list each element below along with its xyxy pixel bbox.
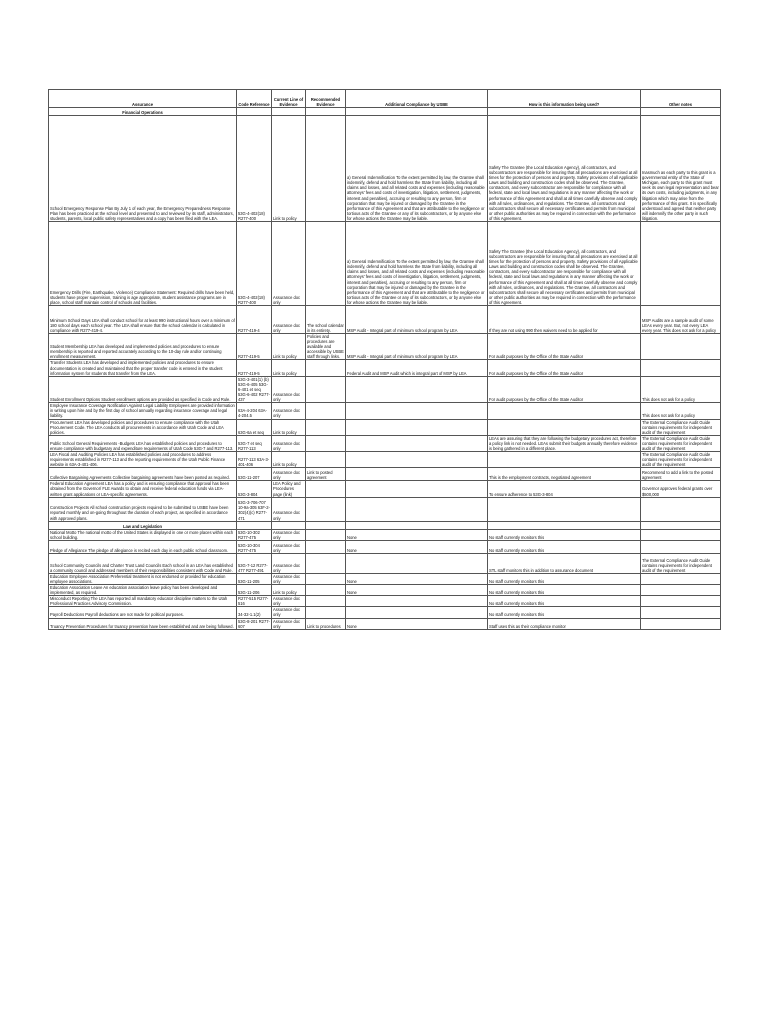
current-evidence-cell: LEA Policy and Procedures page (link) — [272, 481, 306, 497]
assurance-cell: Collective Bargaining Agreements Collective bargaining agreements have been posted as required. — [49, 468, 237, 481]
empty-cell — [272, 108, 306, 116]
recommended-evidence-cell — [306, 403, 346, 419]
information-use-cell — [488, 419, 641, 435]
assurance-cell: Misconduct Reporting The LEA has reported all mandatory educator discipline matters to the Utah Professional Practices Advisory Commission. — [49, 596, 237, 607]
code-reference-cell: 53G-10-304 R277-475 — [237, 540, 272, 553]
recommended-evidence-cell — [306, 360, 346, 376]
assurance-cell: LEA Fiscal and Auditing Policies LEA has established policies and procedures to address requirements established in R277-113 and the reporting requirements of the Utah Public Finance website in 63A-3-401-406. — [49, 452, 237, 468]
current-evidence-cell: Assurance doc only — [272, 403, 306, 419]
table-row — [49, 360, 721, 376]
information-use-cell: Safety The Grantee (the Local Education Agency), all contractors, and subcontractors are responsible for insuring that all precautions are exercised at all times for the protection of persons and property. Safety provisions of all Applicable Laws and building and construction codes shall be observed. The Grantee, contractors, and every subcontractor are responsible for compliance with all federal, state and local laws and regulations in any manner affecting the work or performance of this Agreement and shall at all times carefully observe and comply with all rules, ordinances, and regulations. The Grantee, all contractors and subcontractors shall secure all necessary certificates and permits from municipal or other public authorities as may be required in connection with the performance of this Agreement. — [488, 222, 641, 306]
header-row — [49, 90, 721, 108]
assurance-table — [48, 89, 721, 630]
additional-compliance-cell: MSP Audit - Integral part of minimum school program by LEA — [346, 334, 488, 360]
table-row — [49, 618, 721, 629]
code-reference-cell: R277-113 63A-3-401-406 — [237, 452, 272, 468]
other-notes-cell: This does not ask for a policy — [641, 403, 721, 419]
assurance-cell: Federal Education Agreement LEA has a policy and is ensuring compliance that approval has been obtained from the Governor/ FLE Awards to obtain and receive federal education funds via LEA-written grant applications or LEA-specific agreements. — [49, 481, 237, 497]
additional-compliance-cell: a) General Indemnification To the extent permitted by law, the Grantee shall indemnify, defend and hold harmless the State from liability, including all claims and losses, and all related costs and expenses (including reasonable attorneys' fees and costs of investigation, litigation, settlement, judgments, interest and penalties), accruing or resulting to any person, firm or corporation that may be injured or damaged by the Grantee in the performance of this Agreement and that are attributable to the negligence or tortious acts of the Grantee or any of its subcontractors, or by anyone else for whose actions the Grantee may be liable. — [346, 222, 488, 306]
current-evidence-cell: Assurance doc only — [272, 618, 306, 629]
code-reference-cell: 53G-3-804 — [237, 481, 272, 497]
information-use-cell: For audit purposes by the Office of the State Auditor — [488, 376, 641, 402]
additional-compliance-cell: MSP Audit - Integral part of minimum school program by LEA — [346, 306, 488, 334]
current-evidence-cell: Assurance doc only — [272, 573, 306, 584]
recommended-evidence-cell: The school calendar in its entirety. — [306, 306, 346, 334]
assurance-cell: Pledge of Allegiance The pledge of allegiance is recited each day in each public school classroom. — [49, 540, 237, 553]
table-row — [49, 481, 721, 497]
other-notes-cell — [641, 596, 721, 607]
other-notes-cell — [641, 618, 721, 629]
other-notes-cell: MSP Audits are a sample audit of some LEAs every year. But, not every LEA every year. This does not ask for a policy — [641, 306, 721, 334]
information-use-cell: No staff currently monitors this — [488, 596, 641, 607]
code-reference-cell: 53G-11-206 — [237, 585, 272, 596]
empty-cell — [237, 108, 272, 116]
recommended-evidence-cell — [306, 222, 346, 306]
code-reference-cell: 53G-4-402(18) R277-400 — [237, 116, 272, 222]
col-current-evidence: Current Line of Evidence — [272, 90, 306, 108]
other-notes-cell — [641, 360, 721, 376]
recommended-evidence-cell — [306, 116, 346, 222]
code-reference-cell: 53G-11-207 — [237, 468, 272, 481]
code-reference-cell: 53G-7-12 R277-477 R277-491 — [237, 553, 272, 573]
assurance-cell: Transfer Students LEA has developed and implemented policies and procedures to ensure documentation is created and maintained that the proper transfer code is entered in the student information system for students that transfer from the LEA. — [49, 360, 237, 376]
table-row — [49, 452, 721, 468]
empty-cell — [306, 108, 346, 116]
recommended-evidence-cell — [306, 529, 346, 540]
table-row — [49, 553, 721, 573]
information-use-cell: For audit purposes by the Office of the State Auditor — [488, 334, 641, 360]
empty-cell — [306, 521, 346, 529]
information-use-cell: To ensure adherence to 53G-3-804 — [488, 481, 641, 497]
code-reference-cell: 53G-7 et seq R277-113 — [237, 435, 272, 451]
code-reference-cell: 34-32-1.1(2) — [237, 607, 272, 618]
information-use-cell — [488, 452, 641, 468]
current-evidence-cell: Assurance doc only — [272, 222, 306, 306]
assurance-cell: Construction Projects All school construction projects required to be submitted to USBE have been reported monthly and on-going throughout the duration of each project, as specified in accordance with approved plans. — [49, 497, 237, 521]
other-notes-cell — [641, 222, 721, 306]
empty-cell — [272, 521, 306, 529]
current-evidence-cell: Assurance doc only — [272, 468, 306, 481]
empty-cell — [641, 108, 721, 116]
code-reference-cell: 53G-8-201 R277-607 — [238, 618, 270, 629]
recommended-evidence-cell — [306, 573, 346, 584]
other-notes-cell: Governor approves federal grants over $500,000 — [641, 481, 721, 497]
table-row — [49, 468, 721, 481]
information-use-cell: LEAs are assuring that they are following the budgetary procedures act, therefore a policy link is not needed. LEAs submit their budgets annually therefore evidence is being gathered in a different place. — [488, 435, 641, 451]
current-evidence-cell: Link to policy — [272, 360, 306, 376]
assurance-cell: Payroll Deductions Payroll deductions are not made for political purposes. — [49, 607, 237, 618]
recommended-evidence-cell: Policies and procedures are available and accessible by USBE staff through links. — [307, 334, 344, 360]
current-evidence-cell: Assurance doc only — [272, 553, 306, 573]
current-evidence-cell: Link to policy — [272, 419, 306, 435]
additional-compliance-cell — [346, 497, 488, 521]
other-notes-cell — [641, 497, 721, 521]
table-row — [49, 222, 721, 306]
section-header-row — [49, 108, 721, 116]
table-row — [49, 403, 721, 419]
information-use-cell: No staff currently monitors this — [488, 540, 641, 553]
recommended-evidence-cell — [306, 376, 346, 402]
code-reference-cell: R277-419-5 — [237, 360, 272, 376]
assurance-cell: Public School General Requirements -Budgets LEA has established policies and procedures to ensure compliance with budgetary and expenditure requirements of Utah Code 53G-7 and R277-113. — [49, 435, 237, 451]
assurance-cell: Procurement LEA has developed policies and procedures to ensure compliance with the Utah Procurement Code. The LEA conducts all procurements in accordance with Utah Code and LEA policies. — [49, 419, 237, 435]
recommended-evidence-cell — [306, 435, 346, 451]
empty-cell — [641, 521, 721, 529]
assurance-cell: Education Association Leave An education association leave policy has been developed and implemented, as required. — [49, 585, 237, 596]
section-title: Law and Legislation — [49, 521, 237, 529]
recommended-evidence-cell — [306, 497, 346, 521]
empty-cell — [346, 521, 488, 529]
table-row — [49, 497, 721, 521]
code-reference-cell: R277-419-4 — [237, 306, 272, 334]
other-notes-cell: This does not ask for a policy — [641, 376, 721, 402]
additional-compliance-cell — [346, 553, 488, 573]
recommended-evidence-cell — [306, 419, 346, 435]
empty-cell — [488, 521, 641, 529]
recommended-evidence-cell — [306, 596, 346, 607]
section-title: Financial Operations — [49, 108, 237, 116]
current-evidence-cell: Assurance doc only — [272, 596, 306, 607]
information-use-cell: For audit purposes by the Office of the State Auditor — [488, 360, 641, 376]
empty-cell — [346, 108, 488, 116]
additional-compliance-cell: None — [346, 540, 488, 553]
additional-compliance-cell — [346, 435, 488, 451]
empty-cell — [488, 108, 641, 116]
recommended-evidence-cell — [306, 553, 346, 573]
additional-compliance-cell: None — [346, 573, 488, 584]
recommended-evidence-cell — [306, 481, 346, 497]
code-reference-cell: 63A-4-204 63A-4-204.5 — [237, 403, 272, 419]
information-use-cell: This is the employment contracts, negotiated agreement — [488, 468, 641, 481]
table-row — [49, 529, 721, 540]
table-row — [49, 306, 721, 334]
assurance-cell: Employee Insurance Coverage Notification Against Legal Liability Employees are provided information in writing upon hire and by the first day of school annually regarding insurance coverage and legal liability. — [50, 403, 235, 419]
additional-compliance-cell — [346, 596, 488, 607]
recommended-evidence-cell — [306, 585, 346, 596]
recommended-evidence-cell — [306, 607, 346, 618]
recommended-evidence-cell — [306, 540, 346, 553]
code-reference-cell: 53G-10-302 R277-475 — [237, 529, 272, 540]
additional-compliance-cell — [346, 452, 488, 468]
current-evidence-cell: Link to policy — [272, 116, 306, 222]
col-assurance: Assurance — [49, 90, 237, 108]
other-notes-cell: Recommend to add a link to the posted agreement — [641, 468, 721, 481]
information-use-cell: STL staff monitors this in addition to assurance document — [488, 553, 641, 573]
other-notes-cell — [641, 607, 721, 618]
table-row — [49, 435, 721, 451]
code-reference-cell: R277-515 R277-516 — [237, 596, 272, 607]
col-additional-compliance: Additional Compliance by USBE — [346, 90, 488, 108]
other-notes-cell: The External Compliance Audit Guide contains requirements for independent audit of the requirement — [641, 419, 721, 435]
table-row — [49, 573, 721, 584]
other-notes-cell: The External Compliance Audit Guide contains requirements for independent audit of the requirement — [641, 452, 721, 468]
assurance-cell: Truancy Prevention Procedures for truancy prevention have been established and are being followed. — [49, 618, 237, 629]
additional-compliance-cell: None — [346, 529, 488, 540]
table-row — [49, 596, 721, 607]
code-reference-cell: 53G-4-402(18) R277-400 — [237, 222, 272, 306]
current-evidence-cell: Assurance doc only — [272, 540, 306, 553]
recommended-evidence-cell: Link to posted agreement — [306, 468, 346, 481]
table-row — [49, 585, 721, 596]
table-row — [49, 419, 721, 435]
additional-compliance-cell: None — [346, 618, 488, 629]
information-use-cell: No staff currently monitors this — [488, 529, 641, 540]
current-evidence-cell: Assurance doc only — [272, 376, 306, 402]
information-use-cell: If they are not using 990 then waivers need to be applied for — [488, 306, 641, 334]
other-notes-cell — [641, 573, 721, 584]
table-row — [49, 376, 721, 402]
recommended-evidence-cell: Link to procedures — [306, 618, 346, 629]
section-header-row — [49, 521, 721, 529]
code-reference-cell: R277-419-5 — [237, 334, 272, 360]
information-use-cell: Safety The Grantee (the Local Education Agency), all contractors, and subcontractors are responsible for insuring that all precautions are exercised at all times for the protection of persons and property. Safety provisions of all Applicable Laws and building and construction codes shall be observed. The Grantee, contractors, and every subcontractor are responsible for compliance with all federal, state and local laws and regulations in any manner affecting the work or performance of this Agreement and shall at all times carefully observe and comply with all rules, ordinances, and regulations. The Grantee, all contractors and subcontractors shall secure all necessary certificates and permits from municipal or other public authorities as may be required in connection with the performance of this Agreement. — [488, 116, 641, 222]
assurance-cell: School Emergency Response Plan By July 1 of each year, the Emergency Preparedness Response Plan has been practiced at the school level and presented to and reviewed by its staff, administrators, students, parents, local public safety representatives and a copy has been filed with the LEA. — [49, 116, 237, 222]
col-information-use: How is this information being used? — [488, 90, 641, 108]
current-evidence-cell: Assurance doc only — [272, 435, 306, 451]
col-recommended-evidence: Recommended Evidence — [306, 90, 346, 108]
assurance-cell: Education Employee Association Preferential treatment is not endorsed or provided for education employee associations. — [49, 573, 237, 584]
assurance-cell: Minimum School Days LEA shall conduct school for at least 990 instructional hours over a minimum of 180 school days each school year. The LEA shall ensure that the school calendar is calculated in compliance with R277-419-4. — [49, 306, 237, 334]
current-evidence-cell: Assurance doc only — [272, 497, 306, 521]
code-reference-cell: 63G-6a et seq — [237, 419, 272, 435]
information-use-cell: Staff uses this as their compliance monitor — [488, 618, 641, 629]
information-use-cell — [488, 403, 641, 419]
table-row — [49, 334, 721, 360]
other-notes-cell — [641, 529, 721, 540]
information-use-cell: No staff currently monitors this — [488, 607, 641, 618]
table-row — [49, 540, 721, 553]
code-reference-cell: 53G-11-205 — [237, 573, 272, 584]
additional-compliance-cell — [346, 419, 488, 435]
current-evidence-cell: Assurance doc only — [272, 529, 306, 540]
recommended-evidence-cell — [306, 452, 346, 468]
other-notes-cell — [641, 585, 721, 596]
other-notes-cell: Inasmuch as each party to this grant is a governmental entity of the State of Michigan, each party to this grant must seek its own legal representation and bear its own costs, including judgments, in any litigation which may arise from the performance of this grant. It is specifically understood and agreed that neither party will indemnify the other party in such litigation. — [641, 116, 721, 222]
assurance-cell: Emergency Drills (Fire, Earthquake, Violence) Compliance Statement: Required drills have been held, students have proper supervision, training is age appropriate, student assistance programs are in place, school staff maintain control of schools and facilities. — [49, 222, 237, 306]
current-evidence-cell: Assurance doc only — [272, 607, 306, 618]
current-evidence-cell: Link to policy — [272, 585, 306, 596]
assurance-cell: Student Enrollment Options Student enrollment options are provided as specified in Code and Rule. — [49, 376, 237, 402]
table-row — [49, 607, 721, 618]
additional-compliance-cell — [346, 481, 488, 497]
assurance-cell: National Motto The national motto of the United States is displayed in one or more places within each school building. — [49, 529, 237, 540]
current-evidence-cell: Assurance doc only — [272, 306, 306, 334]
additional-compliance-cell: None — [346, 585, 488, 596]
additional-compliance-cell: a) General Indemnification To the extent permitted by law, the Grantee shall indemnify, defend and hold harmless the State from liability, including all claims and losses, and all related costs and expenses (including reasonable attorneys' fees and costs of investigation, litigation, settlement, judgments, interest and penalties), accruing or resulting to any person, firm or corporation that may be injured or damaged by the Grantee in the performance of this Agreement and that are attributable to the negligence or tortious acts of the Grantee or any of its subcontractors, or by anyone else for whose actions the Grantee may be liable. — [346, 116, 488, 222]
col-other-notes: Other notes — [641, 90, 721, 108]
information-use-cell — [488, 497, 641, 521]
col-code-reference: Code Reference — [237, 90, 272, 108]
information-use-cell: No staff currently monitors this — [488, 573, 641, 584]
current-evidence-cell: Link to policy — [272, 452, 306, 468]
other-notes-cell: The External Compliance Audit Guide contains requirements for independent audit of the requirement — [641, 553, 721, 573]
empty-cell — [237, 521, 272, 529]
code-reference-cell: 53G-3-401(1) (b) 53G-6-405 53G-6-401 et seq 53G-6-402 R277-437 — [238, 376, 270, 403]
additional-compliance-cell — [346, 468, 488, 481]
assurance-spreadsheet — [48, 89, 720, 630]
additional-compliance-cell — [346, 376, 488, 402]
additional-compliance-cell: Federal Audit and MSP Audit which is integral part of MSP by LEA — [346, 360, 488, 376]
additional-compliance-cell — [346, 403, 488, 419]
other-notes-cell: The External Compliance Audit Guide contains requirements for independent audit of the requirement — [641, 435, 721, 451]
code-reference-cell: 53G-3-706-707 10-9a-305 63F-2-302(4)(c) R277-471 — [237, 497, 272, 521]
other-notes-cell — [641, 540, 721, 553]
information-use-cell: No staff currently monitors this — [488, 585, 641, 596]
assurance-cell: Student Membership LEA has developed and implemented policies and procedures to ensure membership is reported and reported accurately according to the 10-day rule and/or continuing enrollment measurement. — [49, 334, 237, 360]
table-row — [49, 116, 721, 222]
additional-compliance-cell — [346, 607, 488, 618]
other-notes-cell — [641, 334, 721, 360]
assurance-cell: School Community Councils and Charter Trust Land Councils Each school in an LEA has established a community council and addressed members of their responsibilities consistent with Code and Rule. — [49, 553, 237, 573]
current-evidence-cell: Link to policy — [272, 334, 306, 360]
